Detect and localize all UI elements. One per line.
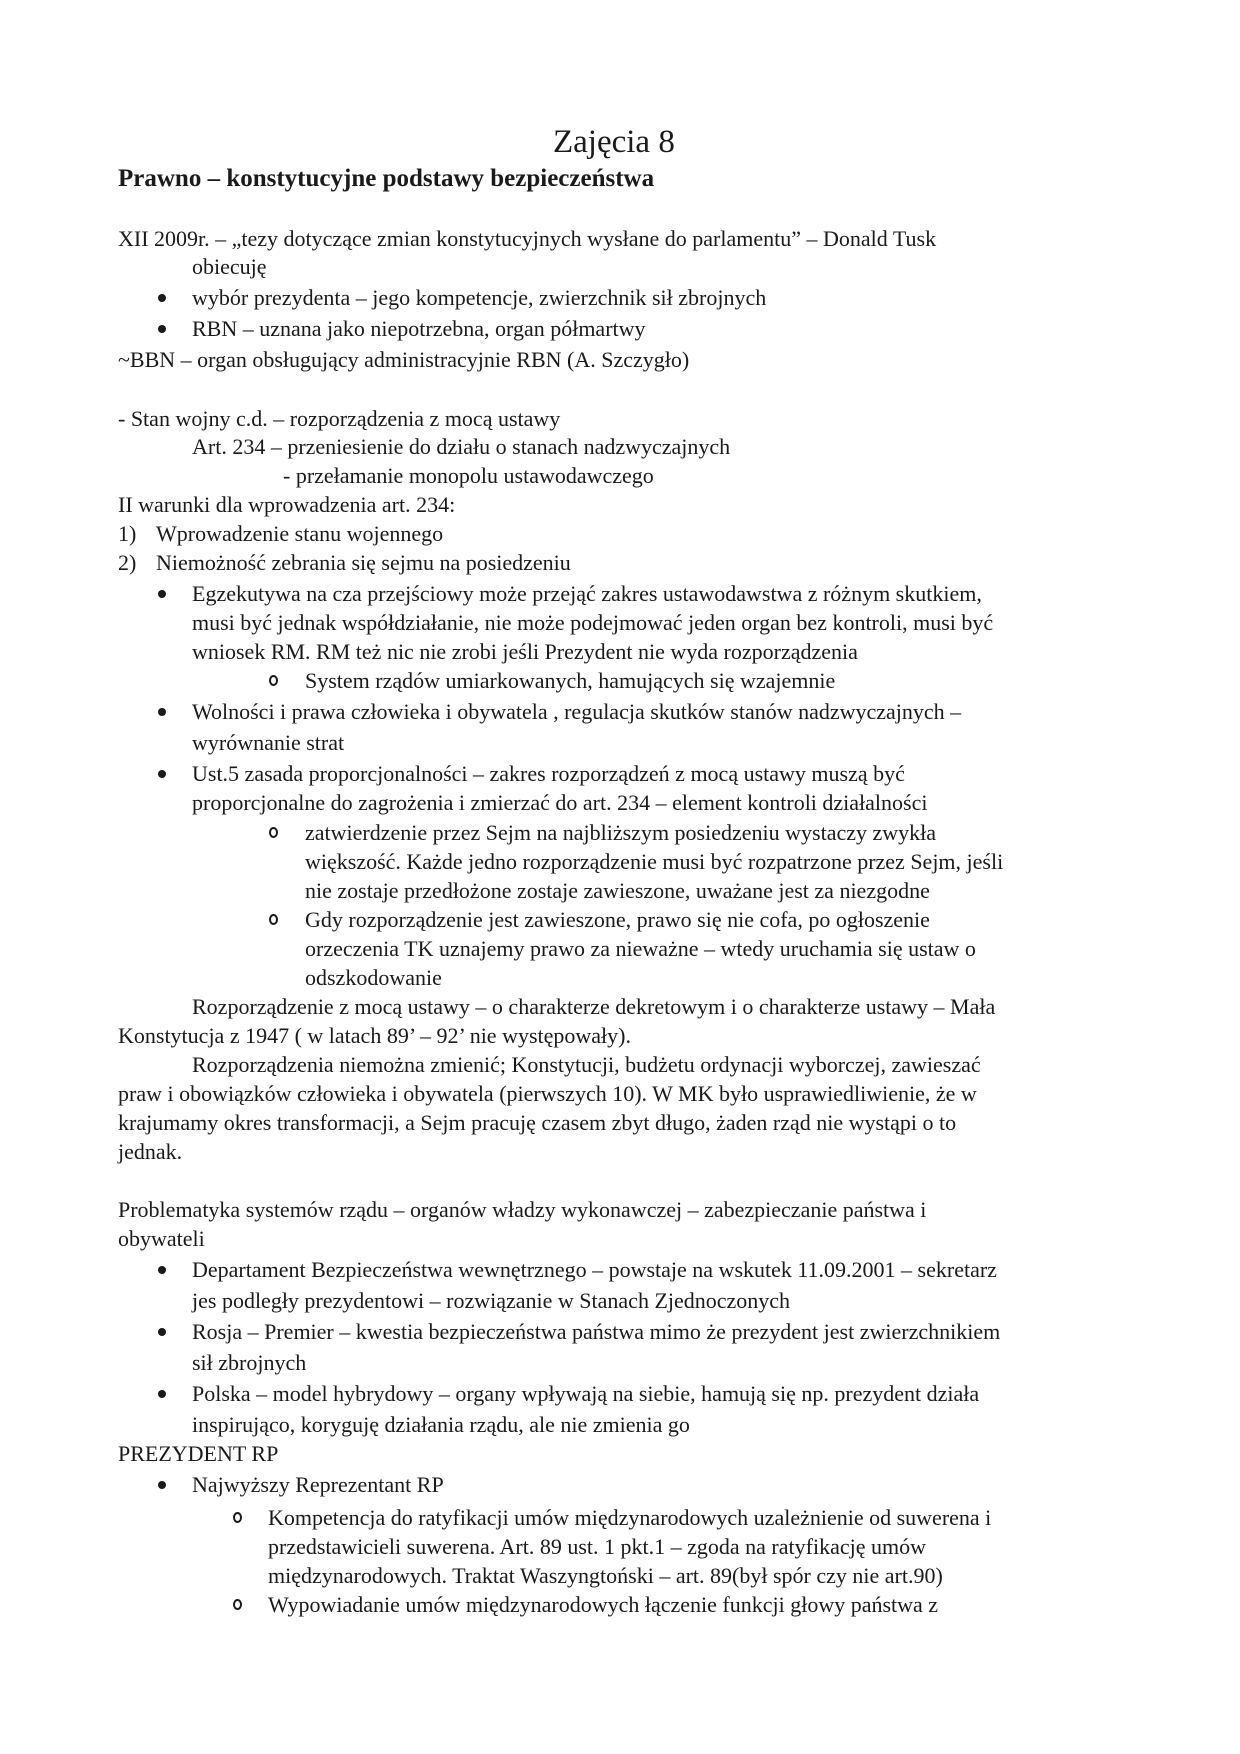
circle-bullet-icon (269, 914, 278, 925)
list-item: jes podległy prezydentowi – rozwiązanie w Stanach Zjednoczonych (192, 1288, 791, 1313)
list-item: sił zbrojnych (192, 1350, 307, 1375)
section-label: PREZYDENT RP (118, 1441, 279, 1466)
bullet-icon (158, 1266, 166, 1274)
list-item: RBN – uznana jako niepotrzebna, organ półmartwy (192, 316, 646, 341)
list-item: Niemożność zebrania się sejmu na posiedzeniu (156, 550, 571, 575)
list-item: Departament Bezpieczeństwa wewnętrznego – powstaje na wskutek 11.09.2001 – sekretarz (192, 1257, 997, 1282)
list-item: musi być jednak współdziałanie, nie może podejmować jeden organ bez kontroli, musi być (192, 610, 994, 635)
list-item: Ust.5 zasada proporcjonalności – zakres rozporządzeń z mocą ustawy muszą być (192, 761, 905, 786)
circle-bullet-icon (233, 1599, 242, 1610)
list-item: wybór prezydenta – jego kompetencje, zwierzchnik sił zbrojnych (192, 285, 767, 310)
text-line: XII 2009r. – „tezy dotyczące zmian konstytucyjnych wysłane do parlamentu” – Donald Tusk (118, 226, 937, 251)
list-item: Rosja – Premier – kwestia bezpieczeństwa państwa mimo że prezydent jest zwierzchnikiem (192, 1319, 1001, 1344)
sub-list-item: nie zostaje przedłożone zostaje zawieszone, uważane jest za niezgodne (305, 878, 930, 903)
text-line: II warunki dla wprowadzenia art. 234: (118, 492, 456, 517)
list-item: Egzekutywa na cza przejściowy może przejąć zakres ustawodawstwa z różnym skutkiem, (192, 581, 982, 606)
document-title: Zajęcia 8 (553, 124, 675, 160)
bullet-icon (158, 1390, 166, 1398)
bullet-icon (158, 294, 166, 302)
list-number: 2) (118, 550, 137, 575)
text-line: - przełamanie monopolu ustawodawczego (283, 463, 654, 488)
paragraph-line: praw i obowiązków człowieka i obywatela (pierwszych 10). W MK było usprawiedliwienie, że w (118, 1081, 977, 1106)
list-item: wyrównanie strat (192, 730, 345, 755)
bullet-icon (158, 590, 166, 598)
bullet-icon (158, 1481, 166, 1489)
list-item: Wolności i prawa człowieka i obywatela , regulacja skutków stanów nadzwyczajnych – (192, 699, 962, 724)
bullet-icon (158, 708, 166, 716)
paragraph-line: Rozporządzenie z mocą ustawy – o charakterze dekretowym i o charakterze ustawy – Mała (192, 994, 996, 1019)
circle-bullet-icon (269, 827, 278, 838)
sub-list-item: zatwierdzenie przez Sejm na najbliższym posiedzeniu wystaczy zwykła (305, 820, 937, 845)
paragraph-line: obywateli (118, 1226, 205, 1251)
bullet-icon (158, 770, 166, 778)
sub-list-item: Gdy rozporządzenie jest zawieszone, prawo się nie cofa, po ogłoszenie (305, 907, 930, 932)
sub-list-item: orzeczenia TK uznajemy prawo za nieważne – wtedy uruchamia się ustaw o (305, 936, 976, 961)
list-item: inspirująco, koryguję działania rządu, ale nie zmienia go (192, 1412, 690, 1437)
sub-list-item: Kompetencja do ratyfikacji umów międzynarodowych uzależnienie od suwerena i (268, 1505, 992, 1530)
list-item: Polska – model hybrydowy – organy wpływają na siebie, hamują się np. prezydent działa (192, 1381, 980, 1406)
text-line: - Stan wojny c.d. – rozporządzenia z mocą ustawy (118, 406, 561, 431)
document-heading: Prawno – konstytucyjne podstawy bezpieczeństwa (118, 165, 655, 192)
sub-list-item: przedstawicieli suwerena. Art. 89 ust. 1 pkt.1 – zgoda na ratyfikację umów (268, 1534, 926, 1559)
sub-list-item: System rządów umiarkowanych, hamujących się wzajemnie (305, 668, 836, 693)
paragraph-line: Konstytucja z 1947 ( w latach 89’ – 92’ nie występowały). (118, 1023, 631, 1048)
paragraph-line: Problematyka systemów rządu – organów władzy wykonawczej – zabezpieczanie państwa i (118, 1197, 927, 1222)
paragraph-line: jednak. (118, 1139, 183, 1164)
paragraph-line: krajumamy okres transformacji, a Sejm pracuję czasem zbyt długo, żaden rząd nie wystąpi o to (118, 1110, 957, 1135)
sub-list-item: większość. Każde jedno rozporządzenie musi być rozpatrzone przez Sejm, jeśli (305, 849, 1004, 874)
bullet-icon (158, 325, 166, 333)
text-line: Art. 234 – przeniesienie do działu o stanach nadzwyczajnych (192, 434, 731, 459)
list-number: 1) (118, 521, 137, 546)
circle-bullet-icon (269, 675, 278, 686)
list-item: wniosek RM. RM też nic nie zrobi jeśli Prezydent nie wyda rozporządzenia (192, 639, 858, 664)
paragraph-line: Rozporządzenia niemożna zmienić; Konstytucji, budżetu ordynacji wyborczej, zawieszać (192, 1052, 981, 1077)
bullet-icon (158, 1328, 166, 1336)
list-item: Najwyższy Reprezentant RP (192, 1472, 444, 1497)
text-line: obiecuję (192, 254, 267, 279)
text-line: ~BBN – organ obsługujący administracyjnie RBN (A. Szczygło) (118, 347, 690, 372)
list-item: proporcjonalne do zagrożenia i zmierzać do art. 234 – element kontroli działalności (192, 790, 928, 815)
sub-list-item: odszkodowanie (305, 965, 442, 990)
sub-list-item: Wypowiadanie umów międzynarodowych łączenie funkcji głowy państwa z (268, 1592, 939, 1617)
circle-bullet-icon (233, 1512, 242, 1523)
list-item: Wprowadzenie stanu wojennego (156, 521, 444, 546)
sub-list-item: międzynarodowych. Traktat Waszyngtoński – art. 89(był spór czy nie art.90) (268, 1563, 943, 1588)
